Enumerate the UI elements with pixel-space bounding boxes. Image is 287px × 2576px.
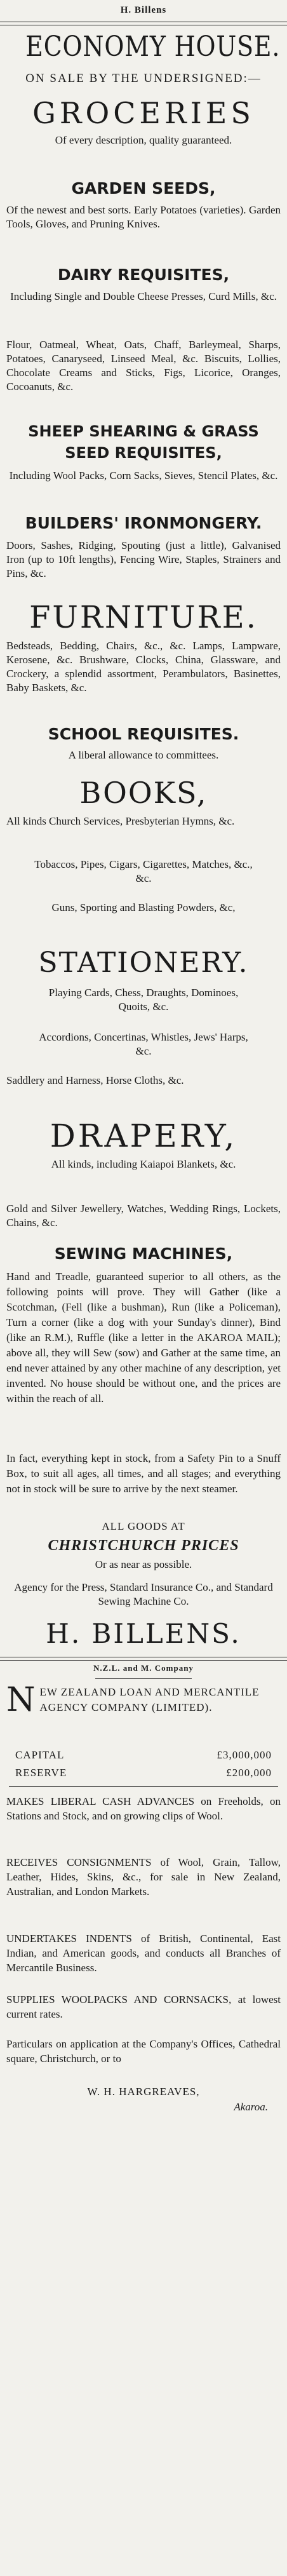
tobacco-text: Tobaccos, Pipes, Cigars, Cigarettes, Matches, &c., &c. (34, 858, 253, 884)
sewing-title: SEWING MACHINES, (54, 1244, 233, 1263)
nzl-rule (95, 1678, 192, 1679)
reserve-value: £200,000 (226, 1767, 272, 1779)
supplies-text: SUPPLIES WOOLPACKS AND CORNSACKS, at lowest current rates. (6, 1993, 281, 2020)
everything-text: In fact, everything kept in stock, from a Safety Pin to a Snuff Box, to suit all ages, all times, and all stages; and everything not in stock will be sure to arrive by the next steamer. (6, 1452, 281, 1495)
agent-place: Akaroa. (234, 2101, 268, 2113)
sheep-text: Including Wool Packs, Corn Sacks, Sieves, Stencil Plates, &c. (9, 469, 278, 482)
school-title: SCHOOL REQUISITES. (48, 725, 239, 743)
builders-text: Doors, Sashes, Ridging, Spouting (just a little), Galvanised Iron (up to 10ft lengths), Fencing Wire, Staples, Strainers and Pins, &c. (6, 539, 281, 579)
groceries-text: Of every description, quality guaranteed. (55, 134, 232, 146)
economy-house-title: ECONOMY HOUSE. (25, 30, 281, 63)
receives-text: RECEIVES CONSIGNMENTS of Wool, Grain, Tallow, Leather, Hides, Skins, &c., for sale in New Zealand, Australian, and London Markets. (6, 1856, 281, 1898)
furniture-text: Bedsteads, Bedding, Chairs, &c., &c. Lamps, Lampware, Kerosene, &c. Brushware, Clocks, China, Glassware, and Crockery, a splendid assortment, Perambulators, Basinettes, Baby Baskets, &c. (6, 640, 281, 694)
agency-text: Agency for the Press, Standard Insurance Co., and Standard Sewing Machine Co. (14, 1581, 273, 1607)
agent-name: W. H. HARGREAVES, (87, 2086, 200, 2098)
particulars-text: Particulars on application at the Company's Offices, Cathedral square, Christchurch, or to (6, 2038, 281, 2065)
nzl-header: N.Z.L. and M. Company (93, 1663, 194, 1673)
reserve-row (15, 1766, 272, 1780)
nzl-title (6, 1681, 281, 1719)
capital-rule (9, 1786, 278, 1787)
sheep-title: SHEEP SHEARING & GRASS SEED REQUISITES, (28, 422, 259, 462)
stationery-text: Playing Cards, Chess, Draughts, Dominoes, Quoits, &c. (48, 987, 239, 1013)
books-title: BOOKS, (79, 776, 208, 810)
header-rule (0, 22, 287, 25)
school-text: A liberal allowance to committees. (68, 749, 219, 761)
stationery-title: STATIONERY. (38, 947, 249, 979)
advances-text: MAKES LIBERAL CASH ADVANCES on Freeholds, on Stations and Stock, and on growing clips of Wool. (6, 1795, 281, 1822)
nzl-dropcap: N (6, 1681, 36, 1719)
builders-title: BUILDERS' IRONMONGERY. (25, 514, 262, 532)
sewing-text: Hand and Treadle, guaranteed superior to all others, as the following points will prove. They will Gather (like a Scotchman, (Fell (like a bushman), Run (like a Policeman), Turn a corner (like a dog with your Sunday's dinner), Bind (like an R.M.), Ruffle (like a letter in the AKAROA MAIL); above all, they will Sew (sow) and Gather at the same time, an end never attained by any other machine of any description, yet invented. No house should be without one, and the prices are within the reach of all. (6, 1271, 281, 1405)
drapery-text: All kinds, including Kaiapoi Blankets, &c. (51, 1158, 236, 1170)
garden-seeds-title: GARDEN SEEDS, (71, 179, 216, 198)
undertakes-text: UNDERTAKES INDENTS of British, Continental, East Indian, and American goods, and conducts all Branches of Mercantile Business. (6, 1932, 281, 1974)
dairy-text: Including Single and Double Cheese Presses, Curd Mills, &c. (10, 290, 277, 302)
reserve-label: RESERVE (15, 1767, 67, 1779)
saddlery-text: Saddlery and Harness, Horse Cloths, &c. (6, 1074, 184, 1086)
christchurch-prices: CHRISTCHURCH PRICES (48, 1537, 239, 1554)
garden-seeds-text: Of the newest and best sorts. Early Potatoes (varieties). Garden Tools, Gloves, and Pruning Knives. (6, 204, 281, 230)
guns-text: Guns, Sporting and Blasting Powders, &c, (51, 901, 236, 914)
billens-signature: H. BILLENS. (46, 1618, 241, 1649)
books-text: All kinds Church Services, Presbyterian Hymns, &c. (6, 815, 235, 827)
advertiser-header: H. Billens (120, 5, 167, 15)
drapery-title: DRAPERY, (50, 1117, 237, 1154)
nzl-title-text: EW ZEALAND LOAN AND MERCANTILE AGENCY COMPANY (LIMITED). (39, 1686, 260, 1713)
intro-line: ON SALE BY THE UNDERSIGNED:— (25, 72, 262, 85)
accordion-text: Accordions, Concertinas, Whistles, Jews' Harps, &c. (39, 1031, 248, 1057)
capital-row (15, 1748, 272, 1762)
all-goods-line: ALL GOODS AT (102, 1520, 185, 1532)
or-near-line: Or as near as possible. (95, 1558, 192, 1570)
groceries-title: GROCERIES (32, 96, 255, 130)
section-rule (0, 1657, 287, 1661)
capital-label: CAPITAL (15, 1749, 65, 1761)
jewellery-text: Gold and Silver Jewellery, Watches, Wedding Rings, Lockets, Chains, &c. (6, 1203, 281, 1229)
capital-value: £3,000,000 (217, 1749, 272, 1761)
dairy-title: DAIRY REQUISITES, (57, 266, 230, 284)
flour-text: Flour, Oatmeal, Wheat, Oats, Chaff, Barleymeal, Sharps, Potatoes, Canaryseed, Linseed Meal, &c. Biscuits, Lollies, Chocolate Creams and Sticks, Figs, Licorice, Oranges, Cocoanuts, &c. (6, 339, 281, 393)
furniture-title: FURNITURE. (29, 600, 258, 635)
